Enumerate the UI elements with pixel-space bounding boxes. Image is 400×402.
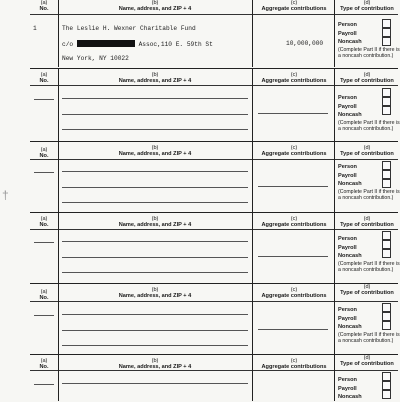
person-checkbox[interactable] xyxy=(382,372,391,381)
noncash-checkbox[interactable] xyxy=(382,249,391,258)
blank-name-line[interactable] xyxy=(62,171,248,172)
blank-city-line[interactable] xyxy=(62,345,248,346)
header-name-address: (b) Name, address, and ZIP + 4 xyxy=(118,0,192,13)
contributor-block-1 xyxy=(30,0,398,67)
margin-mark-icon: † xyxy=(2,188,9,202)
blank-address-line[interactable] xyxy=(62,330,248,331)
contributor-city: New York, NY 10022 xyxy=(62,55,129,62)
noncash-checkbox[interactable] xyxy=(382,390,391,399)
person-checkbox[interactable] xyxy=(382,231,391,240)
blank-amount-line[interactable] xyxy=(258,186,328,187)
blank-city-line[interactable] xyxy=(62,202,248,203)
blank-city-line[interactable] xyxy=(62,129,248,130)
header-aggregate: (c) Aggregate contributions xyxy=(261,0,327,13)
payroll-checkbox[interactable] xyxy=(382,240,391,249)
contributor-address: c/o Assoc,110 E. 59th St xyxy=(62,41,213,48)
aggregate-amount: 10,000,000 xyxy=(286,40,324,47)
payroll-checkbox[interactable] xyxy=(382,28,391,37)
contributor-block-3: (a) No. (b) Name, address, and ZIP + 4 (c) Aggregate contributions (d) Type of contribution Person Payroll Noncash (Complete Part II if there is a noncash contribution.) xyxy=(30,141,398,212)
blank-name-line[interactable] xyxy=(62,98,248,99)
noncash-checkbox[interactable] xyxy=(382,106,391,115)
blank-number-line[interactable] xyxy=(34,172,54,173)
contributor-block-2: (a) No. (b) Name, address, and ZIP + 4 (c) Aggregate contributions (d) Type of contribution Person Payroll Noncash (Complete Part II if there is a noncash contribution.) xyxy=(30,68,398,141)
header-type: (d) Type of contribution xyxy=(340,0,394,13)
payroll-checkbox[interactable] xyxy=(382,170,391,179)
payroll-checkbox[interactable] xyxy=(382,381,391,390)
blank-address-line[interactable] xyxy=(62,114,248,115)
blank-number-line[interactable] xyxy=(34,315,54,316)
blank-address-line[interactable] xyxy=(62,187,248,188)
blank-name-line[interactable] xyxy=(62,241,248,242)
blank-number-line[interactable] xyxy=(34,99,54,100)
payroll-checkbox[interactable] xyxy=(382,97,391,106)
entry-number: 1 xyxy=(33,25,37,32)
blank-number-line[interactable] xyxy=(34,384,54,385)
payroll-checkbox[interactable] xyxy=(382,312,391,321)
contributor-name: The Leslie H. Wexner Charitable Fund xyxy=(62,25,196,32)
blank-name-line[interactable] xyxy=(62,383,248,384)
contribution-type-list: Person Payroll Noncash (Complete Part II if there is a noncash contribution.) xyxy=(338,22,400,59)
blank-city-line[interactable] xyxy=(62,272,248,273)
noncash-checkbox[interactable] xyxy=(382,179,391,188)
blank-name-line[interactable] xyxy=(62,314,248,315)
blank-amount-line[interactable] xyxy=(258,113,328,114)
blank-amount-line[interactable] xyxy=(258,329,328,330)
blank-number-line[interactable] xyxy=(34,242,54,243)
person-checkbox[interactable] xyxy=(382,161,391,170)
person-checkbox[interactable] xyxy=(382,88,391,97)
redaction-bar xyxy=(77,40,135,47)
contributor-block-4: (a) No. (b) Name, address, and ZIP + 4 (c) Aggregate contributions (d) Type of contribution Person Payroll Noncash (Complete Part II if there is a noncash contribution.) xyxy=(30,212,398,283)
noncash-checkbox[interactable] xyxy=(382,321,391,330)
contributor-block-6: (a) No. (b) Name, address, and ZIP + 4 (c) Aggregate contributions (d) Type of contribution Person Payroll Noncash xyxy=(30,354,398,401)
contributor-block-5: (a) No. (b) Name, address, and ZIP + 4 (c) Aggregate contributions (d) Type of contribution Person Payroll Noncash (Complete Part II if there is a noncash contribution.) xyxy=(30,283,398,354)
blank-amount-line[interactable] xyxy=(258,256,328,257)
header-no: (a) No. xyxy=(39,0,49,13)
noncash-checkbox[interactable] xyxy=(382,37,391,46)
person-checkbox[interactable] xyxy=(382,19,391,28)
person-checkbox[interactable] xyxy=(382,303,391,312)
blank-address-line[interactable] xyxy=(62,257,248,258)
